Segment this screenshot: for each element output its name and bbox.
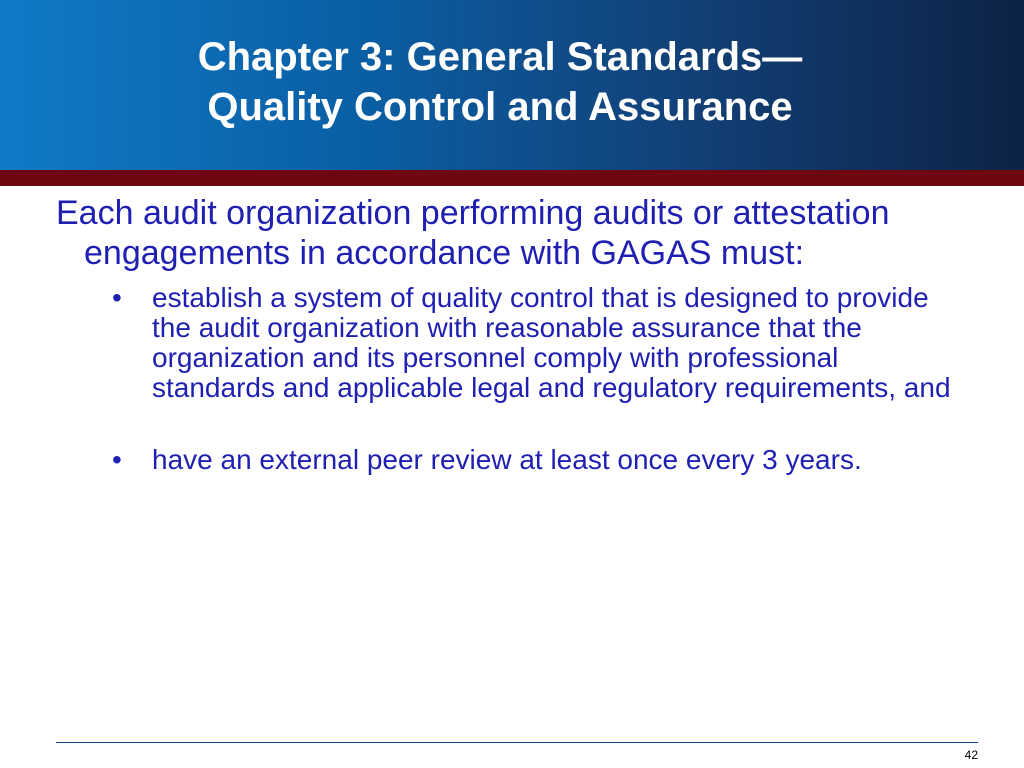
bullet-item-peer-review — [56, 445, 956, 475]
bullet-text: have an external peer review at least once every 3 years. — [152, 444, 862, 475]
header-divider — [0, 170, 1024, 186]
page-number: 42 — [964, 748, 978, 762]
footer-divider — [56, 742, 978, 743]
bullet-marker: • — [112, 282, 122, 313]
bullet-marker: • — [112, 444, 122, 475]
slide-body — [56, 193, 956, 475]
bullet-list — [56, 283, 956, 475]
bullet-item-quality-control — [56, 283, 956, 403]
intro-paragraph: Each audit organization performing audits or attestation engagements in accordance with GAGAS must: — [56, 194, 890, 272]
bullet-text: establish a system of quality control that is designed to provide the audit organization with reasonable assurance that the organization and its personnel comply with professional standards and applicable legal and regulatory requirements, and — [152, 282, 951, 403]
slide-title-line-2: Quality Control and Assurance — [207, 85, 793, 129]
slide-title — [0, 32, 1000, 132]
slide-title-line-1: Chapter 3: General Standards— — [197, 35, 803, 79]
slide-header — [0, 0, 1024, 170]
